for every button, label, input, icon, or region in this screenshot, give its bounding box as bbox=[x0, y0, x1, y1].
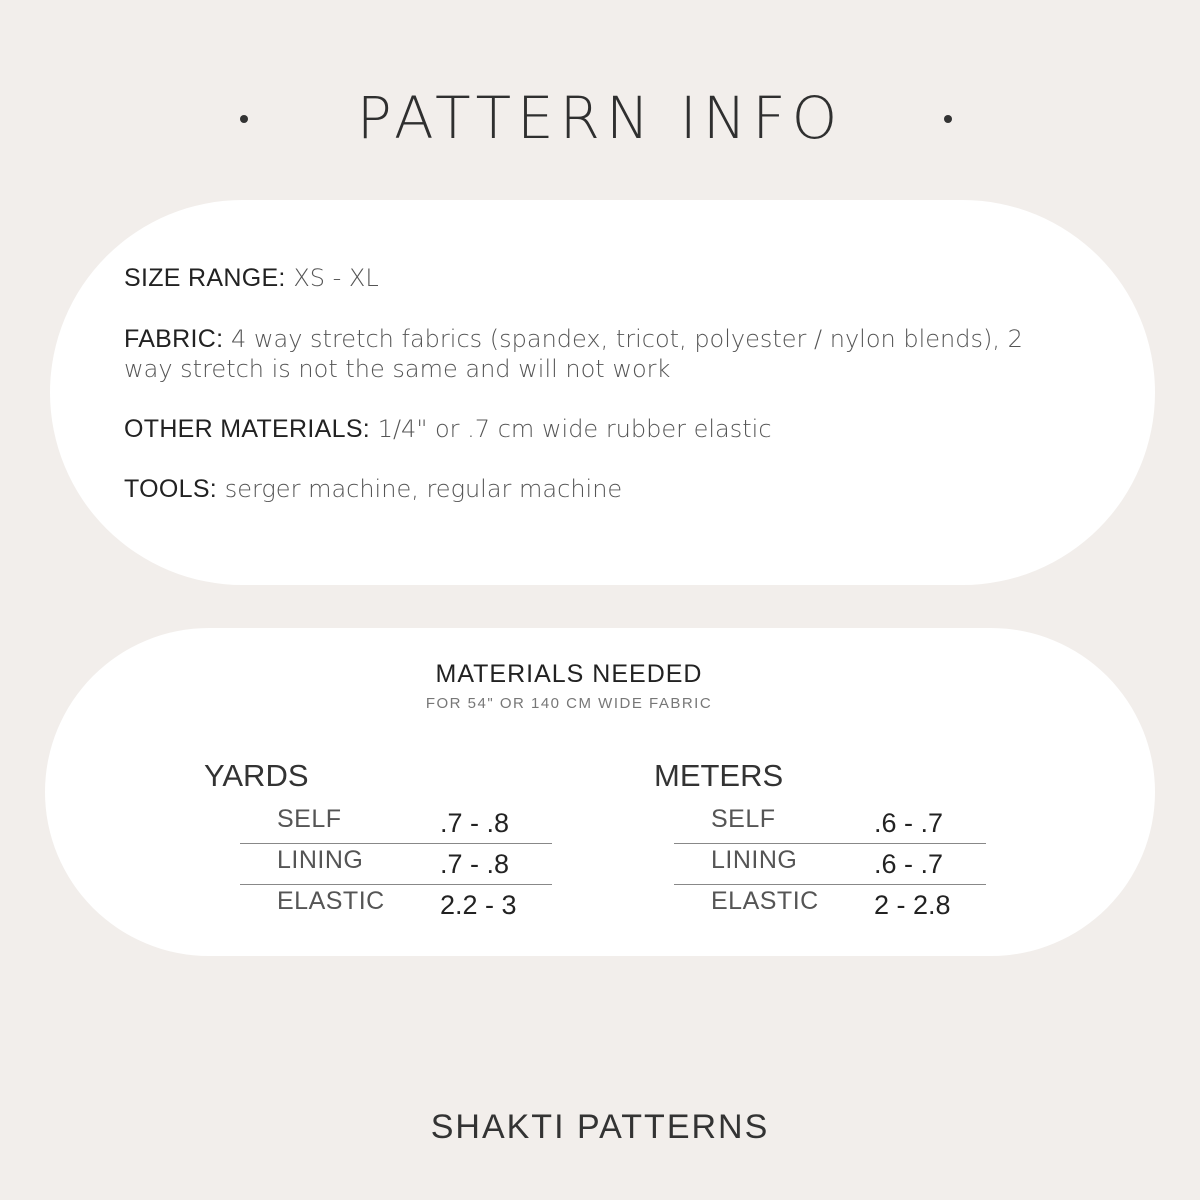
row-amount: 2.2 - 3 bbox=[440, 890, 517, 920]
other-materials-line bbox=[124, 414, 1024, 444]
table-row bbox=[674, 884, 986, 925]
materials-subtitle: FOR 54" OR 140 CM WIDE FABRIC bbox=[425, 695, 713, 712]
fabric-line bbox=[124, 324, 1024, 384]
other-materials-value: 1/4" or .7 cm wide rubber elastic bbox=[377, 415, 772, 443]
materials-title: MATERIALS NEEDED bbox=[435, 660, 703, 688]
row-name: ELASTIC bbox=[711, 887, 819, 915]
tools-label: TOOLS: bbox=[124, 475, 218, 503]
row-name: SELF bbox=[277, 805, 342, 833]
meters-heading: METERS bbox=[654, 758, 784, 793]
meters-table bbox=[674, 803, 986, 925]
row-name: ELASTIC bbox=[277, 887, 385, 915]
page-title: PATTERN INFO bbox=[356, 84, 844, 152]
row-amount: .7 - .8 bbox=[440, 849, 510, 879]
row-name: LINING bbox=[711, 846, 798, 874]
yards-table bbox=[240, 803, 552, 925]
yards-heading: YARDS bbox=[204, 758, 309, 793]
row-amount: .7 - .8 bbox=[440, 808, 510, 838]
row-amount: 2 - 2.8 bbox=[874, 890, 951, 920]
row-amount: .6 - .7 bbox=[874, 849, 944, 879]
table-row bbox=[674, 843, 986, 884]
bullet-dot-icon bbox=[944, 115, 952, 123]
row-name: SELF bbox=[711, 805, 776, 833]
row-name: LINING bbox=[277, 846, 364, 874]
tools-line bbox=[124, 474, 1024, 504]
size-range-value: XS - XL bbox=[293, 264, 379, 292]
fabric-value: 4 way stretch fabrics (spandex, tricot, polyester / nylon blends), 2 way stretch is not the same and will not work bbox=[124, 325, 1023, 383]
fabric-label: FABRIC: bbox=[124, 325, 224, 353]
tools-value: serger machine, regular machine bbox=[224, 475, 623, 503]
table-row bbox=[240, 884, 552, 925]
size-range-label: SIZE RANGE: bbox=[124, 264, 286, 292]
brand-name: SHAKTI PATTERNS bbox=[430, 1108, 770, 1146]
other-materials-label: OTHER MATERIALS: bbox=[124, 415, 371, 443]
table-row bbox=[240, 803, 552, 843]
row-amount: .6 - .7 bbox=[874, 808, 944, 838]
info-panel bbox=[50, 200, 1155, 585]
size-range-line bbox=[124, 263, 1024, 293]
header bbox=[0, 78, 1200, 158]
table-row bbox=[674, 803, 986, 843]
table-row bbox=[240, 843, 552, 884]
